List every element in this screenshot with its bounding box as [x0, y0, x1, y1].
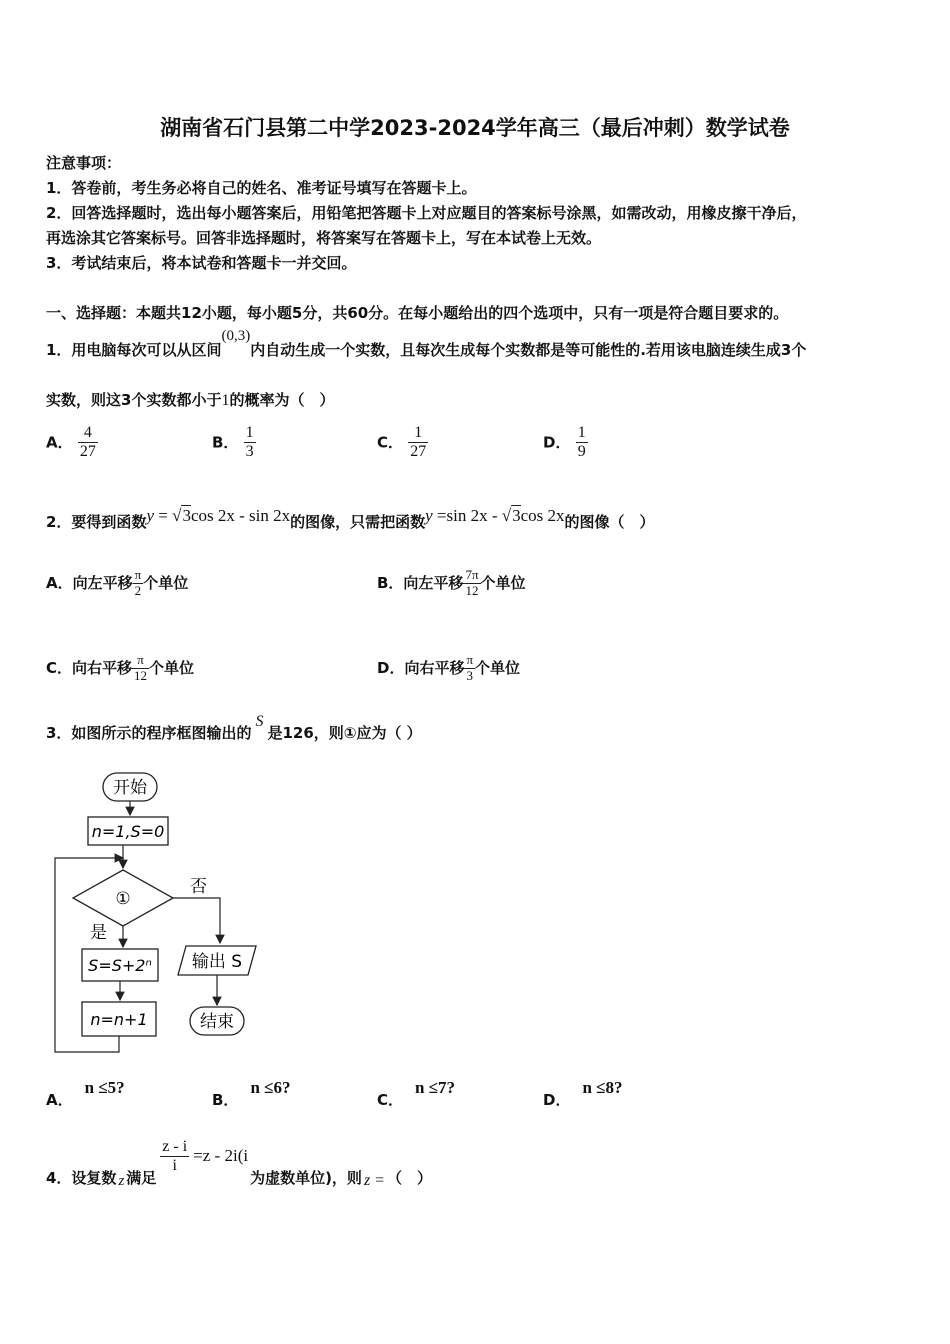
option-unit: 个单位 [143, 573, 189, 592]
option-label: C． [377, 433, 404, 452]
option-label: A． [46, 1091, 73, 1109]
q1-line2-post: 的概率为（ ） [229, 391, 335, 409]
option-label: B． [212, 433, 239, 452]
numerator: π [466, 652, 474, 667]
note-item-2: 2．回答选择题时，选出每小题答案后，用铅笔把答题卡上对应题目的答案标号涂黑，如需改动，用橡皮擦干净后， [46, 204, 807, 222]
var-y: y [425, 506, 433, 525]
no-arrow [173, 898, 220, 943]
option-label: D．向右平移 [377, 658, 465, 677]
q2-option-b[interactable] [377, 568, 526, 599]
option-label: C．向右平移 [46, 658, 133, 677]
numerator: 1 [244, 424, 256, 443]
q3-option-d[interactable] [543, 1077, 623, 1109]
q1-mid: 内自动生成一个实数，且每次生成每个实数都是等可能性的.若用该电脑连续生成3个 [250, 341, 807, 359]
q3-line [46, 713, 422, 743]
fraction [576, 424, 588, 462]
note-item-3: 3．考试结束后，将本试卷和答题卡一并交回。 [46, 254, 357, 272]
numerator: z - i [160, 1138, 189, 1157]
q4-fraction [160, 1138, 189, 1176]
sqrt-arg: 3 [512, 506, 521, 525]
output-label: 输出 S [191, 952, 243, 972]
sqrt-arg: 3 [182, 506, 191, 525]
fraction [78, 424, 98, 462]
q4-end: （ ） [386, 1169, 432, 1188]
q1-interval: (0,3) [221, 328, 251, 344]
end-label: 结束 [200, 1012, 234, 1032]
denominator: 27 [79, 443, 96, 461]
increment-label: n=n+1 [90, 1010, 148, 1029]
q1-option-c[interactable] [377, 424, 428, 462]
fraction [464, 653, 475, 684]
q3-post: 是126，则①应为（ ） [267, 724, 422, 742]
numerator: π [137, 652, 144, 667]
option-label: D． [543, 433, 571, 452]
q2-function-2: y =sin 2x - √3cos 2x [425, 506, 565, 525]
option-unit: 个单位 [480, 573, 526, 592]
denominator: 2 [133, 583, 144, 599]
denominator: 12 [134, 667, 148, 683]
q2-line [46, 506, 655, 532]
q4-answer-var: z = [363, 1172, 385, 1190]
option-expr: n ≤7? [415, 1078, 456, 1097]
numerator: 4 [78, 424, 98, 443]
denominator: 3 [245, 443, 254, 461]
q2-post: 的图像（ ） [564, 513, 655, 531]
q4-rhs: =z - 2i(i [193, 1146, 249, 1166]
note-item-2-cont: 再选涂其它答案标号。回答非选择题时，将答案写在答题卡上，写在本试卷上无效。 [46, 229, 602, 247]
q2-option-c[interactable] [46, 653, 194, 684]
var-y: y [146, 506, 154, 525]
eq: =sin 2x - [432, 506, 502, 525]
denominator: 3 [464, 668, 475, 684]
sum-label: S=S+2ⁿ [88, 956, 152, 975]
option-expr: n ≤6? [250, 1078, 291, 1097]
option-label: B．向左平移 [377, 573, 464, 592]
var-z: z [118, 1173, 125, 1190]
fraction [244, 424, 256, 462]
q2-mid: 的图像，只需把函数 [290, 513, 426, 531]
flowchart [48, 768, 268, 1058]
fraction [408, 424, 428, 462]
q4-pre: 4．设复数 [46, 1169, 117, 1188]
section-heading: 一、选择题：本题共12小题，每小题5分，共60分。在每小题给出的四个选项中，只有一项是符合题目要求的。 [46, 304, 789, 322]
numerator: 7π [465, 567, 479, 582]
option-unit: 个单位 [475, 658, 521, 677]
expr: cos 2x - sin 2x [190, 506, 291, 525]
q3-option-b[interactable] [212, 1077, 291, 1109]
page-title: 湖南省石门县第二中学2023-2024学年高三（最后冲刺）数学试卷 [160, 116, 790, 140]
option-expr: n ≤8? [582, 1078, 623, 1097]
option-label: B． [212, 1091, 239, 1109]
q2-function-1: y = √3cos 2x - sin 2x [146, 506, 291, 525]
q4-mid: 满足 [126, 1169, 157, 1188]
q3-option-c[interactable] [377, 1077, 456, 1109]
init-label: n=1,S=0 [91, 822, 165, 841]
q1-one: 1 [221, 392, 230, 409]
q1-option-b[interactable] [212, 424, 256, 462]
q3-pre: 3．如图所示的程序框图输出的 [46, 724, 252, 742]
eq: = [154, 506, 173, 525]
q3-option-a[interactable] [46, 1077, 125, 1109]
no-label: 否 [190, 877, 207, 897]
expr: cos 2x [520, 506, 565, 525]
fraction [133, 568, 144, 599]
var-s: S [255, 713, 264, 730]
denominator: i [172, 1157, 177, 1175]
option-label: A．向左平移 [46, 573, 133, 592]
note-item-1: 1．答卷前，考生务必将自己的姓名、准考证号填写在答题卡上。 [46, 179, 477, 197]
q1-option-d[interactable] [543, 424, 588, 462]
option-label: D． [543, 1091, 571, 1109]
q4-line [46, 1138, 432, 1190]
q4-post: 为虚数单位)，则 [250, 1169, 362, 1188]
denominator: 12 [463, 583, 480, 599]
q2-option-a[interactable] [46, 568, 188, 599]
q1-line2 [46, 389, 334, 410]
yes-label: 是 [90, 923, 107, 943]
q2-option-d[interactable] [377, 653, 520, 684]
numerator: 1 [576, 424, 588, 443]
start-label: 开始 [113, 778, 147, 798]
option-expr: n ≤5? [84, 1078, 125, 1097]
option-unit: 个单位 [149, 658, 195, 677]
fraction [132, 653, 149, 684]
q1-line1 [46, 328, 807, 360]
denominator: 9 [577, 443, 586, 461]
q1-line2-pre: 实数，则这3个实数都小于 [46, 391, 222, 409]
denominator: 27 [410, 443, 427, 461]
option-label: A． [46, 433, 73, 452]
q2-pre: 2．要得到函数 [46, 513, 147, 531]
q1-pre: 1．用电脑每次可以从区间 [46, 341, 222, 359]
notes-heading: 注意事项： [46, 154, 122, 172]
option-label: C． [377, 1091, 404, 1109]
condition-label: ① [115, 889, 131, 909]
numerator: π [134, 567, 142, 582]
fraction [463, 568, 480, 599]
numerator: 1 [408, 424, 428, 443]
q1-option-a[interactable] [46, 424, 98, 462]
